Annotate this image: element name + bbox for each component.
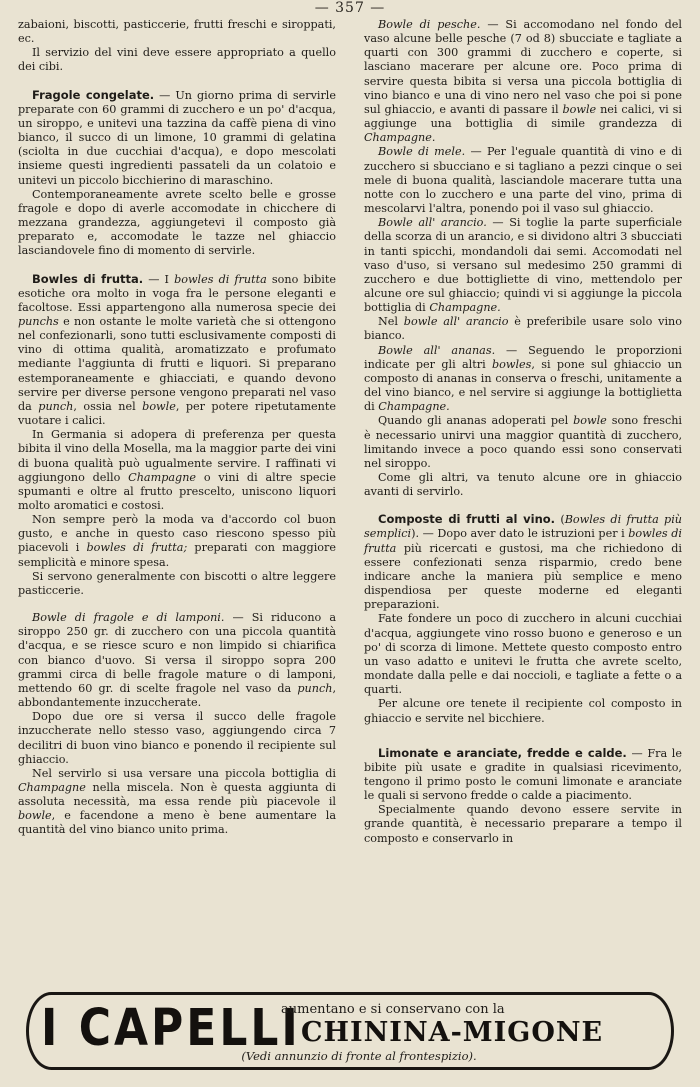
paragraph <box>18 428 336 513</box>
paragraph <box>18 570 336 598</box>
paragraph-gap <box>364 499 682 512</box>
body-text: , si pone sul ghiaccio un composto di ananas in conserva o freschi, unitamente a del vino bianco, e nel servire si aggiunge la bottiglietta di <box>364 357 682 414</box>
italic-text: Champagne. <box>364 131 436 145</box>
italic-text: Bowle di pesche. <box>378 18 481 31</box>
advertisement-box <box>26 992 674 1070</box>
italic-text: bowle <box>562 102 597 116</box>
body-text: Nel <box>378 315 404 329</box>
paragraph <box>364 512 682 612</box>
body-text: — Si riducono a siroppo 250 gr. di zucchero con una piccola quantità d'acqua, e se riesce scuro e non limpido si chiarifica con bianco d'uovo. Si versa il siroppo sopra 200 grammi circa di belle fragole mature o di lamponi, mettendo 60 gr. di scelte fragole nel vaso da <box>18 611 336 695</box>
paragraph-gap <box>364 726 682 746</box>
paragraph <box>364 746 682 804</box>
body-text: , e facendone a meno è bene aumentare la quantità del vino bianco unito prima. <box>18 809 336 837</box>
body-text: Si servono generalmente con biscotti o altre leggere pasticcerie. <box>18 569 336 597</box>
italic-text: bowles <box>491 357 532 371</box>
italic-text: bowles di frutta <box>174 272 267 286</box>
body-text: — Si accomodano nel fondo del vaso alcune belle pesche (7 od 8) sbucciate e tagliate a quarti con 300 grammi di zucchero e coperte, si lasciano macerare per alcune ore. Poco prima di servire questa bibita si versa una piccola bottiglia di vino bianco e una di vino nero nel vaso che poi si pone sul ghiaccio, e avanti di passare il <box>364 18 683 116</box>
italic-text: Bowles di frutta più semplici <box>364 513 683 541</box>
paragraph <box>18 46 336 74</box>
italic-text: Bowle all' ananas. <box>378 343 496 357</box>
paragraph <box>364 612 682 697</box>
body-text: ( <box>555 513 565 527</box>
body-text: nei calici, vi si aggiunge una bottiglia di simile grandezza di <box>364 102 682 131</box>
italic-text: bowles di frutta <box>364 527 682 555</box>
italic-text: punch <box>38 399 74 413</box>
body-text: — Un giorno prima di servirle preparate con 60 grammi di zucchero e un po' d'acqua, un siroppo, e unitevi una tazzina da caffè piena di vino bianco, il succo di un limone, 10 grammi di gelatina (sciolta in due cucchiai d'acqua), e dopo mescolati insieme questi ingredienti passateli da un colatoio e unitevi un piccolo bicchierino di maraschino. <box>18 88 337 187</box>
body-text: è preferibile usare solo vino bianco. <box>364 315 683 343</box>
italic-text: Champagne. <box>429 301 501 315</box>
left-column <box>18 18 336 980</box>
right-column <box>364 18 682 980</box>
section-heading: Fragole congelate. <box>32 87 155 102</box>
body-text: Nel servirlo si usa versare una piccola bottiglia di <box>32 766 336 780</box>
italic-text: bowle <box>573 414 607 428</box>
body-text: Come gli altri, va tenuto alcune ore in ghiaccio avanti di servirlo. <box>364 471 682 499</box>
paragraph <box>364 145 682 216</box>
body-text: — Fra le bibite più usate e gradite in qualsiasi ricevimento, tengono il primo posto le comuni limonate e aranciate le quali si servono fredde o calde a piacimento. <box>364 746 682 803</box>
ad-headline: I CAPELLI <box>41 999 301 1058</box>
body-text: , abbondantemente inzuccherate. <box>18 681 336 710</box>
body-text: nella miscela. Non è questa aggiunta di assoluta necessità, ma essa rende più piacevole il <box>18 780 336 809</box>
paragraph <box>18 611 336 710</box>
italic-text: Champagne <box>128 470 197 484</box>
body-text: Specialmente quando devono essere servite in grande quantità, è necessario preparare a tempo il composto e conservarlo in <box>364 803 682 845</box>
italic-text: Bowle di fragole e di lamponi. <box>32 611 225 625</box>
italic-text: bowle <box>18 809 52 823</box>
body-text: ). — Dopo aver dato le istruzioni per i <box>411 527 629 541</box>
body-text: — I <box>143 272 175 286</box>
paragraph <box>18 272 336 429</box>
paragraph <box>18 88 336 188</box>
body-text: , per potere ripetutamente vuotare i calici. <box>18 399 336 428</box>
section-heading: Limonate e aranciate, fredde e calde. <box>378 745 627 760</box>
paragraph <box>18 188 336 259</box>
body-text: Fate fondere un poco di zucchero in alcuni cucchiai d'acqua, aggiungete vino rosso buono e generoso e un po' di scorza di limone. Mettete questo composto entro un vaso adatto e unitevi le frutta che avrete scelto, mondate dalla pelle e dai noccioli, e tagliate a fette o a quarti. <box>364 612 682 697</box>
italic-text: bowle all' arancio <box>403 315 509 329</box>
paragraph <box>18 18 336 46</box>
italic-text: bowles di frutta; <box>86 541 188 555</box>
body-text: sono bibite esotiche ora molto in voga fra le persone eleganti e facoltose. Essi appartengono alla numerosa specie dei <box>18 272 336 314</box>
paragraph <box>364 697 682 725</box>
paragraph <box>364 344 682 415</box>
italic-text: bowle <box>142 399 176 413</box>
body-text: In Germania si adopera di preferenza per questa bibita il vino della Mosella, ma la maggior parte dei vini di buona qualità può ugualmente servire. I raffinati vi aggiungono dello <box>18 428 336 484</box>
body-text: più ricercati e gustosi, ma che richiedono di essere confezionati senza risparmio, credo bene indicare anche la maniera più semplice e meno dispendiosa per queste moderne ed eleganti preparazioni. <box>364 541 682 612</box>
paragraph <box>364 18 682 145</box>
body-text: , ossia nel <box>73 399 143 413</box>
body-text: e non ostante le molte varietà che si ottengono nel confezionarli, sono tutti esclusivamente composti di vino di ottima qualità, aromatizzato e profumato mediante l'aggiunta di frutti e liquori. Si preparano estemporaneamente e ghiacciati, e quando devono servire per diverse persone vengono preparati nel vaso da <box>18 314 336 413</box>
two-column-text <box>18 18 682 980</box>
paragraph <box>18 767 336 838</box>
body-text: preparati con maggiore semplicità e minore spesa. <box>18 541 336 569</box>
paragraph-gap <box>18 259 336 272</box>
body-text: Quando gli ananas adoperati pel <box>378 414 574 428</box>
italic-text: punch <box>297 681 333 695</box>
ad-tagline: aumentano e si conservano con la <box>281 1002 505 1017</box>
paragraph <box>364 414 682 471</box>
paragraph <box>364 471 682 499</box>
paragraph <box>364 803 682 845</box>
section-heading: Composte di frutti al vino. <box>378 512 556 527</box>
body-text: — Si toglie la parte superficiale della scorza di un arancio, e si dividono altri 3 sbucciati in tanti spicchi, mondandoli dai semi. Accomodati nel vaso d'uso, si versano sul medesimo 250 grammi di zucchero e due bottigliette di vino, mettendolo per alcune ore sul ghiaccio; quindi vi si aggiunge la piccola bottiglia di <box>364 216 682 315</box>
italic-text: Champagne. <box>378 400 450 414</box>
paragraph <box>18 513 336 570</box>
body-text: — Seguendo le proporzioni indicate per gli altri <box>364 343 682 371</box>
ad-brand-name: CHININA-MIGONE <box>301 1017 604 1048</box>
paragraph <box>18 710 336 767</box>
italic-text: Champagne <box>18 780 86 794</box>
body-text: Non sempre però la moda va d'accordo col buon gusto, e anche in questo caso riescono spesso più piacevoli i <box>18 513 336 555</box>
body-text: o vini di altre specie spumanti e oltre al frutto prescelto, uniscono liquori molto aromatici e costosi. <box>18 470 337 512</box>
body-text: — Per l'eguale quantità di vino e di zucchero si sbucciano e si tagliano a pezzi cinque o sei mele di buona qualità, lasciandole macerare tutta una notte con lo zucchero e una parte del vino, prima di mescolarvi l'altra, ponendo poi il vaso sul ghiaccio. <box>364 145 682 216</box>
body-text: Per alcune ore tenete il recipiente col composto in ghiaccio e servite nel bicchiere. <box>364 697 682 725</box>
page-number: — 357 — <box>314 0 386 16</box>
paragraph-gap <box>18 75 336 88</box>
italic-text: punchs <box>18 314 59 328</box>
italic-text: Bowle di mele. <box>378 145 466 159</box>
paragraph <box>364 216 682 315</box>
body-text: Contemporaneamente avrete scelto belle e grosse fragole e dopo di averle accomodate in chicchere di mezzana grandezza, aggiungetevi il composto già preparato e, accomodate le tazze nel ghiaccio lasciandovele fino di momento di servirle. <box>18 187 336 258</box>
paragraph-gap <box>18 598 336 611</box>
section-heading: Bowles di frutta. <box>32 271 144 286</box>
ad-note: (Vedi annunzio di fronte al frontespizio). <box>241 1049 477 1063</box>
body-text: sono freschi è necessario unirvi una maggior quantità di zucchero, limitando invece a poco quando essi sono conservati nel siroppo. <box>364 414 682 470</box>
italic-text: Bowle all' arancio. <box>378 216 487 230</box>
body-text: Il servizio del vini deve essere appropriato a quello dei cibi. <box>18 46 336 74</box>
paragraph <box>364 315 682 343</box>
body-text: zabaioni, biscotti, pasticcerie, frutti freschi e siroppati, ec. <box>18 18 336 46</box>
body-text: Dopo due ore si versa il succo delle fragole inzuccherate nello stesso vaso, aggiungendo circa 7 decilitri di buon vino bianco e ponendo il recipiente sul ghiaccio. <box>18 710 336 766</box>
